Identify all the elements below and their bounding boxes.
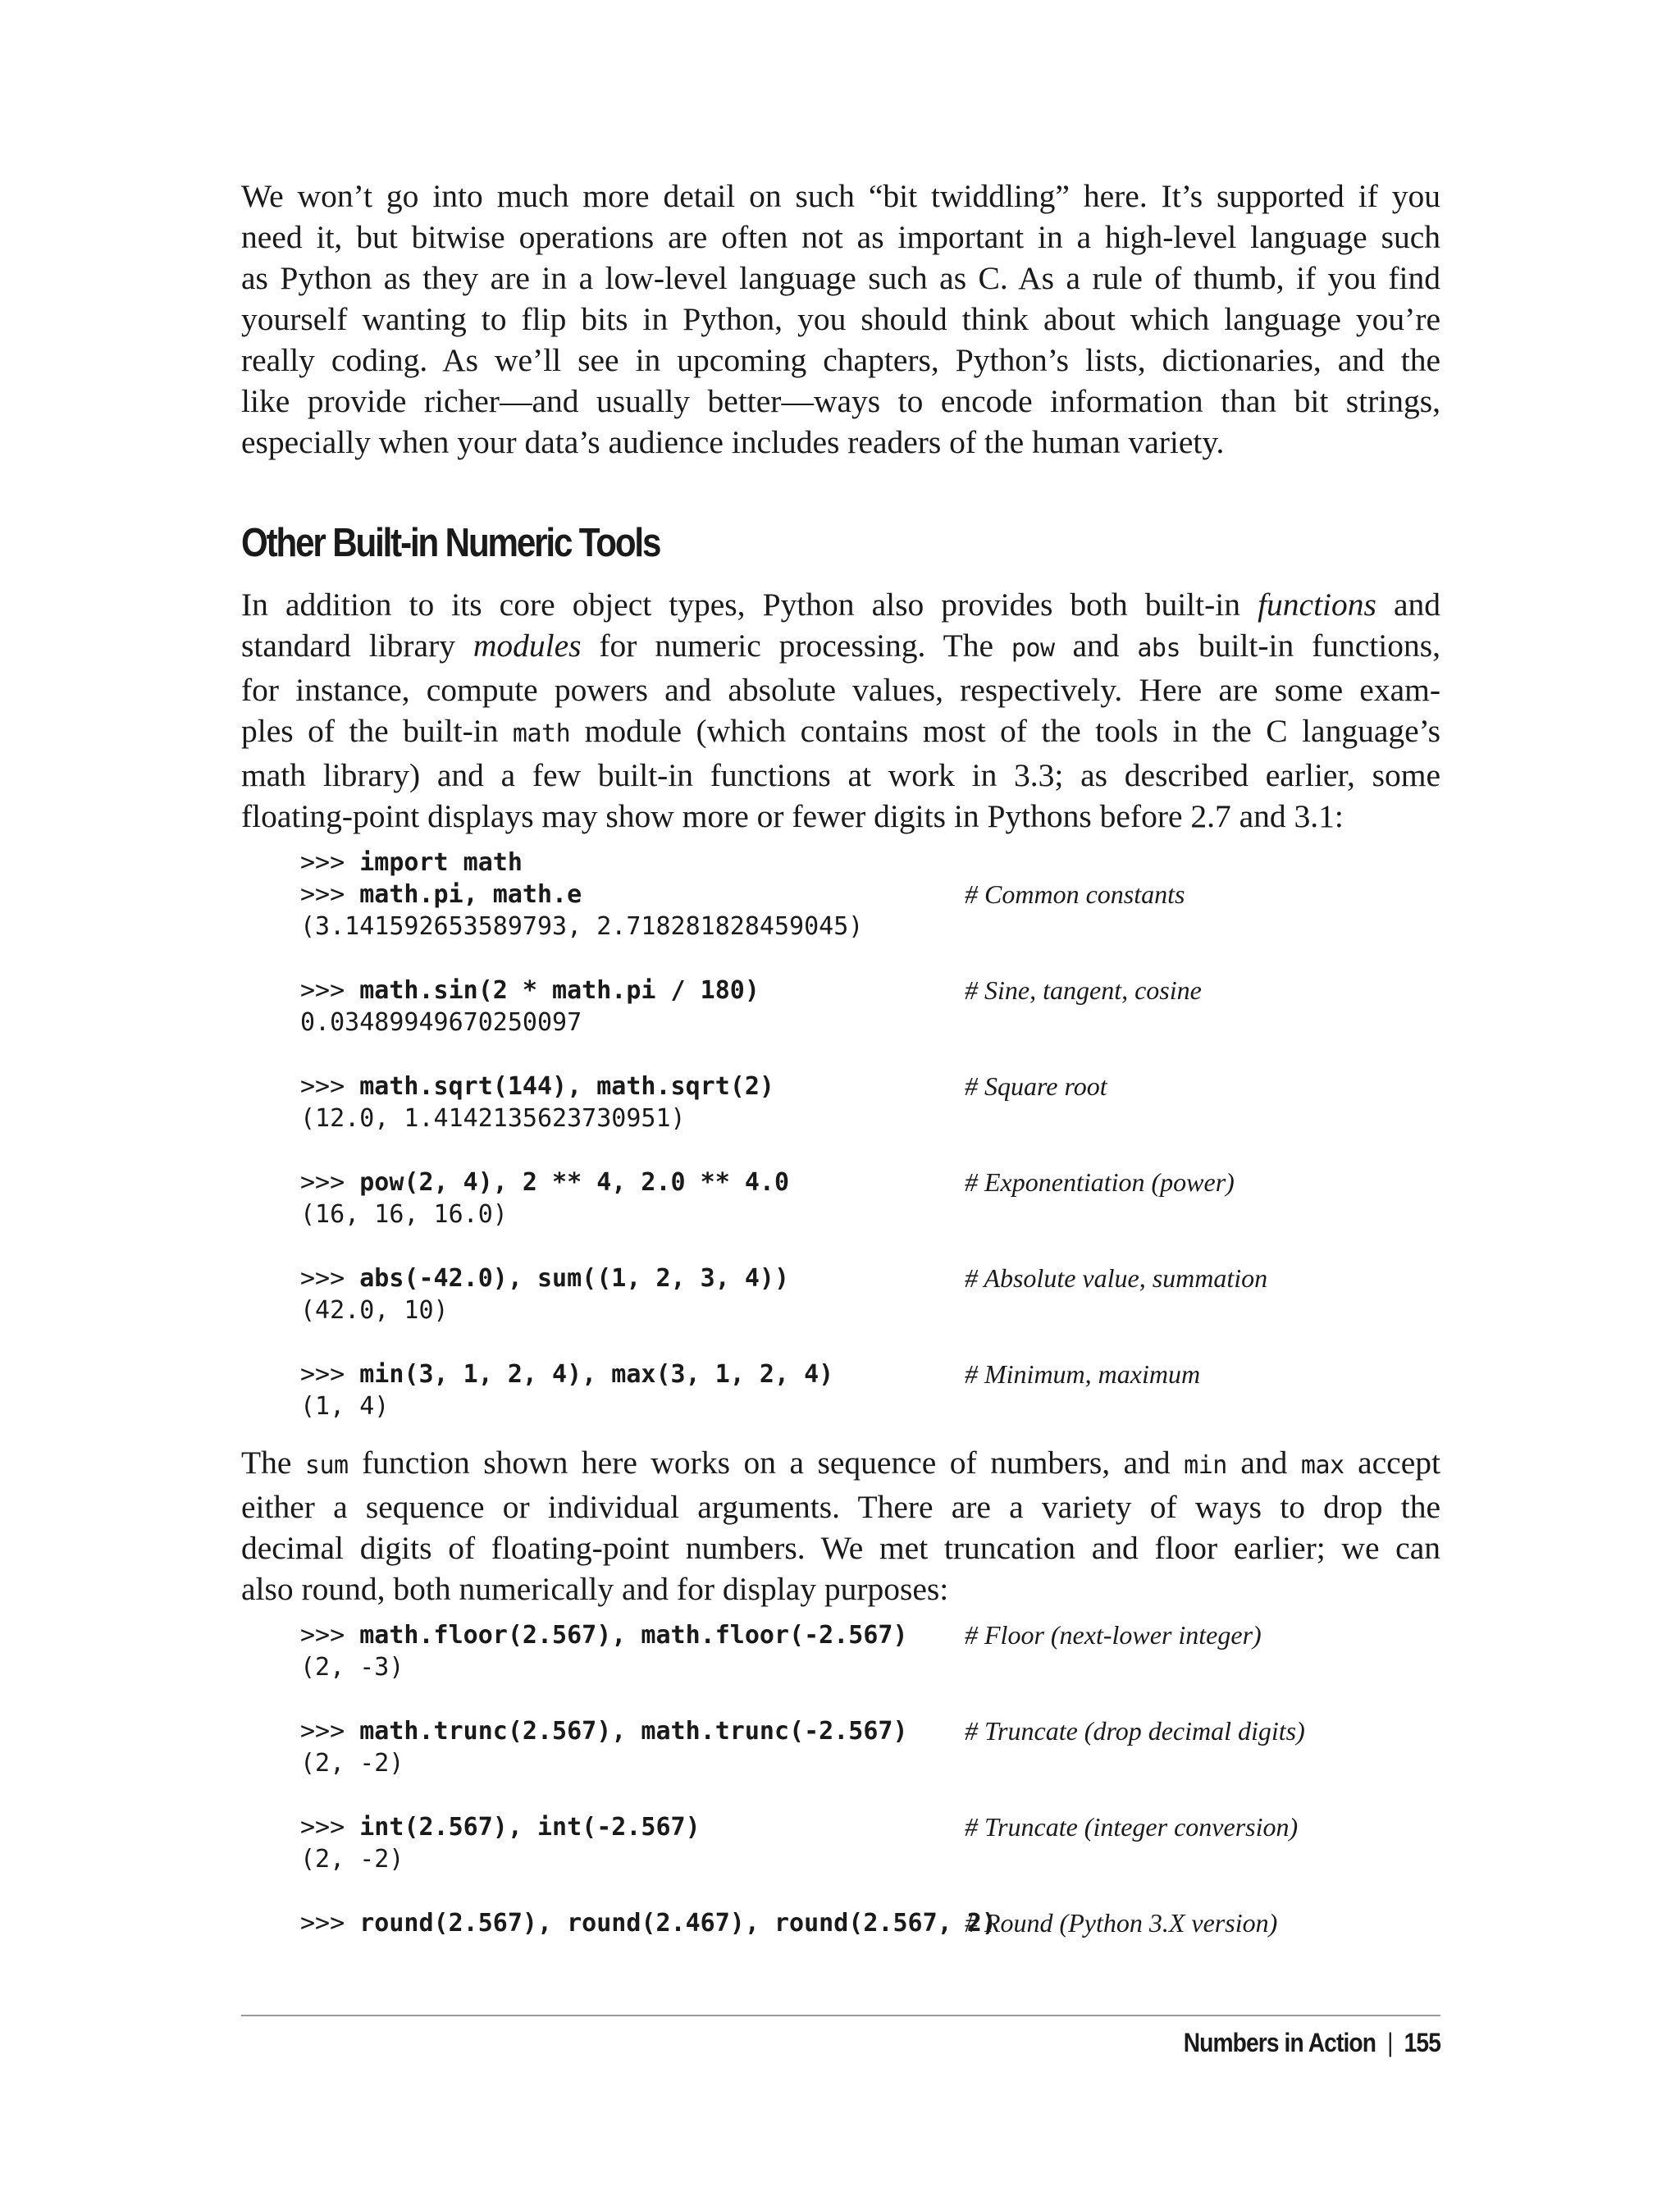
page-number: 155	[1404, 2028, 1440, 2057]
text-run: and	[1054, 628, 1138, 664]
text-line	[241, 584, 1440, 625]
text-run: built-in functions,	[1180, 628, 1440, 664]
text-line: need it, but bitwise operations are often not as important in a high-level language such	[241, 219, 1440, 255]
prompt: >>>	[300, 1168, 360, 1197]
code-comment: # Truncate (drop decimal digits)	[965, 1716, 1305, 1746]
text-line: also round, both numerically and for display purposes:	[241, 1571, 949, 1607]
prompt: >>>	[300, 976, 360, 1005]
code-command: round(2.567), round(2.467), round(2.567, 2)	[359, 1909, 997, 1938]
code-input-line	[300, 1619, 1449, 1651]
code-output-line: (16, 16, 16.0)	[300, 1200, 508, 1229]
code-command: math.floor(2.567), math.floor(-2.567)	[359, 1621, 908, 1650]
text-line: especially when your data’s audience includes readers of the human variety.	[241, 424, 1225, 460]
code-blank-line	[300, 1875, 1449, 1907]
text-line	[241, 625, 1440, 669]
code-comment: # Floor (next-lower integer)	[965, 1620, 1262, 1650]
code-command: import math	[359, 848, 523, 877]
text-run: module (which contains most of the tools in the C language’s	[570, 713, 1440, 749]
text-line: like provide richer—and usually better—ways to encode information than bit strings,	[241, 383, 1440, 419]
code-command: math.sqrt(144), math.sqrt(2)	[359, 1072, 774, 1101]
text-line: yourself wanting to flip bits in Python, you should think about which language you’re	[241, 301, 1440, 337]
text-run: function shown here works on a sequence of numbers, and	[348, 1445, 1185, 1481]
text-line	[241, 710, 1440, 755]
prompt: >>>	[300, 1072, 360, 1101]
code-command: math.sin(2 * math.pi / 180)	[359, 976, 760, 1005]
code-blank-line	[300, 943, 1449, 975]
text-run: accept	[1344, 1445, 1440, 1481]
code-command: int(2.567), int(-2.567)	[359, 1813, 701, 1842]
code-input-line	[300, 1262, 1449, 1294]
section-heading: Other Built-in Numeric Tools	[241, 521, 660, 565]
code-input-line	[300, 847, 1449, 879]
emphasis-text: functions	[1258, 587, 1376, 623]
code-input-line	[300, 975, 1449, 1007]
text-line: really coding. As we’ll see in upcoming chapters, Python’s lists, dictionaries, and the	[241, 342, 1440, 378]
text-run: In addition to its core object types, Python also provides both built-in	[241, 587, 1258, 623]
code-command: pow(2, 4), 2 ** 4, 2.0 ** 4.0	[359, 1168, 790, 1197]
text-run: and	[1376, 587, 1440, 623]
code-command: min(3, 1, 2, 4), max(3, 1, 2, 4)	[359, 1360, 834, 1389]
code-comment: # Minimum, maximum	[965, 1359, 1201, 1389]
text-line: for instance, compute powers and absolute values, respectively. Here are some exam-	[241, 672, 1440, 708]
code-blank-line	[300, 1779, 1449, 1811]
inline-code: max	[1300, 1451, 1344, 1480]
code-output-line: (12.0, 1.4142135623730951)	[300, 1104, 686, 1133]
section-paragraph	[241, 584, 1440, 837]
code-blank-line	[300, 1230, 1449, 1262]
footer-rule	[241, 2015, 1440, 2016]
code-comment: # Common constants	[965, 879, 1185, 909]
code-comment: # Truncate (integer conversion)	[965, 1812, 1299, 1842]
prompt: >>>	[300, 1621, 360, 1650]
text-line: either a sequence or individual arguments. There are a variety of ways to drop the	[241, 1489, 1440, 1525]
code-blank-line	[300, 1326, 1449, 1358]
code-block-rounding	[300, 1619, 1449, 1939]
code-blank-line	[300, 1683, 1449, 1715]
text-run: ples of the built-in	[241, 713, 513, 749]
inline-code: abs	[1137, 634, 1181, 663]
code-input-line	[300, 1071, 1449, 1102]
text-run: standard library	[241, 628, 473, 664]
text-run: The	[241, 1445, 305, 1481]
text-run: for numeric processing. The	[581, 628, 1011, 664]
code-comment: # Absolute value, summation	[965, 1263, 1268, 1293]
prompt: >>>	[300, 1717, 360, 1746]
inline-code: min	[1184, 1451, 1227, 1480]
prompt: >>>	[300, 1264, 360, 1293]
code-comment: # Square root	[965, 1071, 1107, 1101]
prompt: >>>	[300, 1909, 360, 1938]
running-section-title: Numbers in Action	[1183, 2028, 1376, 2057]
code-input-line	[300, 879, 1449, 911]
prompt: >>>	[300, 1360, 360, 1389]
inline-code: math	[512, 719, 571, 748]
footer-separator: |	[1387, 2028, 1393, 2057]
text-run: and	[1226, 1445, 1301, 1481]
prompt: >>>	[300, 880, 360, 909]
code-output-line: 0.03489949670250097	[300, 1008, 582, 1037]
code-command: abs(-42.0), sum((1, 2, 3, 4))	[359, 1264, 790, 1293]
code-output-line: (42.0, 10)	[300, 1296, 449, 1325]
inline-code: pow	[1011, 634, 1055, 663]
code-comment: # Sine, tangent, cosine	[965, 975, 1202, 1005]
intro-paragraph	[241, 176, 1440, 463]
code-output-line: (1, 4)	[300, 1392, 390, 1421]
text-line: decimal digits of floating-point numbers. We met truncation and floor earlier; we can	[241, 1530, 1440, 1566]
code-comment: # Exponentiation (power)	[965, 1167, 1235, 1197]
prompt: >>>	[300, 848, 360, 877]
code-output-line: (3.141592653589793, 2.718281828459045)	[300, 912, 864, 941]
code-command: math.pi, math.e	[359, 880, 582, 909]
inline-code: sum	[304, 1451, 349, 1480]
code-command: math.trunc(2.567), math.trunc(-2.567)	[359, 1717, 908, 1746]
code-block-math-tools	[300, 847, 1449, 1422]
code-blank-line	[300, 1134, 1449, 1166]
code-comment: # Round (Python 3.X version)	[965, 1908, 1278, 1938]
code-input-line	[300, 1907, 1449, 1939]
text-line: We won’t go into much more detail on such “bit twiddling” here. It’s supported if you	[241, 178, 1440, 214]
page-footer	[1184, 2028, 1440, 2058]
code-input-line	[300, 1811, 1449, 1843]
text-line: math library) and a few built-in functions at work in 3.3; as described earlier, some	[241, 757, 1440, 793]
emphasis-text: modules	[472, 628, 582, 664]
code-input-line	[300, 1358, 1449, 1390]
code-input-line	[300, 1166, 1449, 1198]
code-blank-line	[300, 1039, 1449, 1071]
text-line	[241, 1442, 1440, 1486]
code-output-line: (2, -3)	[300, 1653, 404, 1682]
code-output-line: (2, -2)	[300, 1845, 404, 1874]
followup-paragraph	[241, 1442, 1440, 1609]
text-line: floating-point displays may show more or fewer digits in Pythons before 2.7 and 3.1:	[241, 798, 1344, 834]
code-input-line	[300, 1715, 1449, 1747]
code-output-line: (2, -2)	[300, 1749, 404, 1778]
prompt: >>>	[300, 1813, 360, 1842]
text-line: as Python as they are in a low-level language such as C. As a rule of thumb, if you find	[241, 260, 1440, 296]
